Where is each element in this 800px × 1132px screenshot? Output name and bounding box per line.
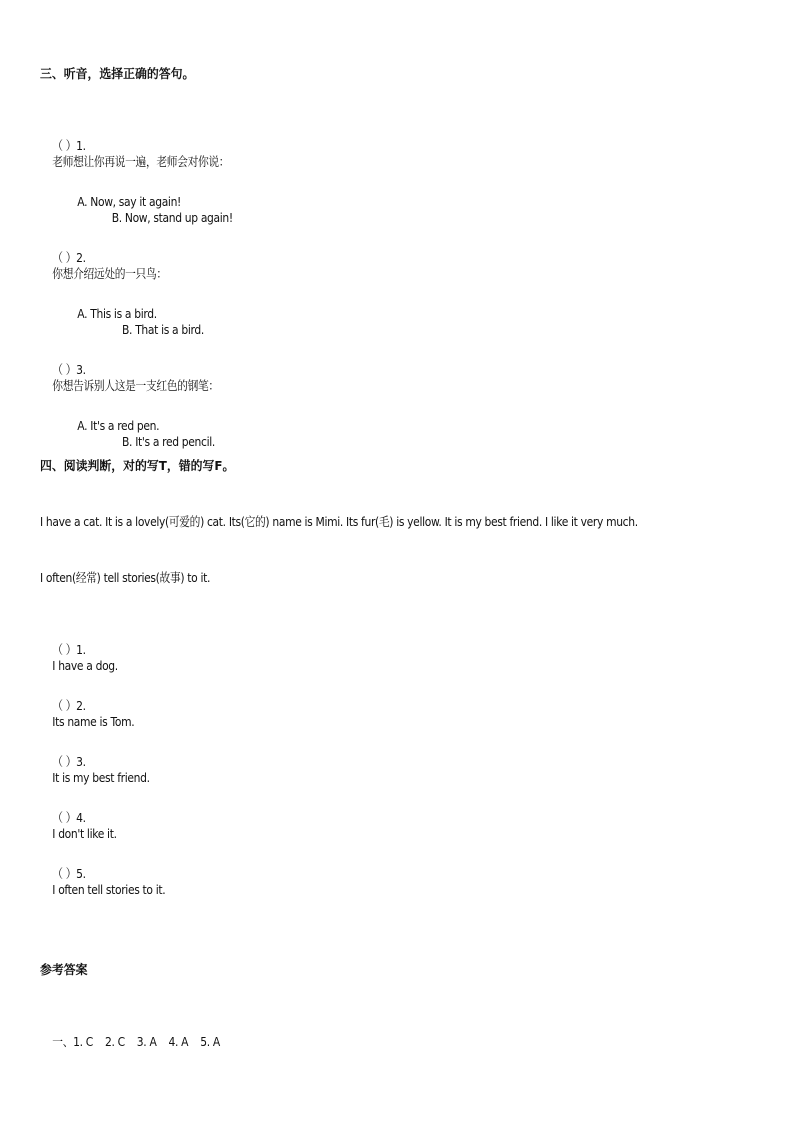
statement-number: （ ）4. [52, 810, 86, 825]
answer-item: 2. C [104, 1034, 125, 1049]
section2-heading: 四、阅读判断，对的写T，错的写F。 [40, 458, 235, 473]
answer-key [40, 1018, 220, 1066]
question-prompt: 老师想让你再说一遍，老师会对你说： [52, 154, 230, 169]
question-prompt: 你想告诉别人这是一支红色的钢笔： [52, 378, 219, 393]
statement-number: （ ）5. [52, 866, 86, 881]
option-a: A. It's a red pen. [77, 418, 160, 433]
statement-4 [40, 794, 117, 858]
statement-text: I often tell stories to it. [52, 882, 166, 897]
section1-heading: 三、听音，选择正确的答句。 [40, 66, 195, 81]
option-b: B. That is a bird. [122, 322, 204, 337]
passage-line-1: I have a cat. It is a lovely(可爱的) cat. Its(它的) name is Mimi. Its fur(毛) is yellow. It is my best friend. I like it very much. [40, 514, 638, 529]
option-b: B. Now, stand up again! [111, 210, 233, 225]
statement-text: Its name is Tom. [52, 714, 135, 729]
answer-prefix: 一、 [52, 1034, 74, 1049]
question-2-options [65, 290, 204, 354]
option-a: A. This is a bird. [77, 306, 157, 321]
answer-item: 5. A [200, 1034, 220, 1049]
question-number: （ ）2. [52, 250, 86, 265]
option-b: B. It's a red pencil. [122, 434, 215, 449]
answers-heading: 参考答案 [40, 962, 88, 977]
question-1-options [65, 178, 233, 242]
statement-number: （ ）1. [52, 642, 86, 657]
answer-item: 1. C [73, 1034, 93, 1049]
statement-1 [40, 626, 118, 690]
question-1 [40, 122, 229, 186]
statement-text: I have a dog. [52, 658, 118, 673]
answer-item: 3. A [136, 1034, 157, 1049]
statement-number: （ ）2. [52, 698, 86, 713]
option-a: A. Now, say it again! [77, 194, 182, 209]
statement-2 [40, 682, 134, 746]
statement-3 [40, 738, 150, 802]
question-3-options [65, 402, 215, 466]
passage-line-2: I often(经常) tell stories(故事) to it. [40, 570, 211, 585]
answer-item: 4. A [168, 1034, 189, 1049]
question-prompt: 你想介绍远处的一只鸟： [52, 266, 167, 281]
statement-number: （ ）3. [52, 754, 86, 769]
statement-5 [40, 850, 165, 914]
statement-text: It is my best friend. [52, 770, 150, 785]
question-number: （ ）3. [52, 362, 86, 377]
question-number: （ ）1. [52, 138, 86, 153]
statement-text: I don't like it. [52, 826, 117, 841]
question-2 [40, 234, 167, 298]
question-3 [40, 346, 219, 410]
